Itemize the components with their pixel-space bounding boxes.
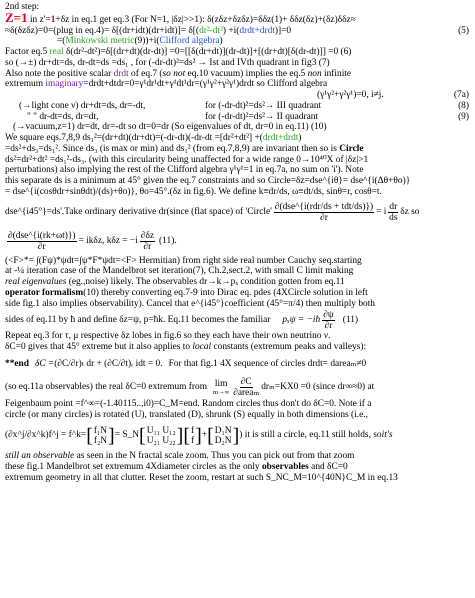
text-line: perturbations) also implying the rest of the Clifford algebra γ¹γ¹=1 in eq.7a, no sum on 'i'). Note xyxy=(5,165,364,176)
fraction: $\frac{\text{∂(dse\textasciicircum{}\{i(rk+ωt)\})}}{\partial r}$ xyxy=(8,230,76,252)
equation-line: (∂x^j/∂x^k)f^j = f^k= [ f₁N f₂N ] = S_N [ U₁₁ U₁₂ U₂₁ U₂₂ ] [ f f ] + [ D₁N D₂N ] ) it is still a circle, eq.11 still holds, so it's xyxy=(5,424,393,447)
text-line: this separate ds is a minimum at 45° given the eq.7 constraints and so Circle=δz=dse^{iθ}= dse^{i(Δθ+θo)} xyxy=(5,176,411,186)
text-line: so (→±) dr+dt=ds, dr-dt=ds =ds₁ , for (-dr-dt)²=ds² → Ist and IVth quadrant in fig3 (7) xyxy=(5,57,330,68)
fraction: $\frac{\partial C}{\text{∂areaₘ}}$ xyxy=(233,377,260,399)
equation-number: (5) xyxy=(458,25,469,36)
step-heading: 2nd step: xyxy=(5,2,40,12)
fraction: $\frac{\partial\psi}{\partial r}$ xyxy=(323,309,334,331)
text-line: Repeat eq.3 for τ, μ respective δz lobes in fig.6 so they each have their own neutrino ν. xyxy=(5,331,331,342)
text-line: Also note the positive scalar drdt of eq.7 (so not eq.10 vacuum) implies the eq.5 non infinite xyxy=(5,68,352,79)
text-line: circle (or many circles) is rotated (U), translated (D), shrunk (S) equally in both dimensions (i.e., xyxy=(5,409,368,420)
text-line: We square eqs.7,8,9 ds₁²=(dr+dt)(dr+dt)=(-dr-dt)(-dr-dt =[dr²+dt²] +(drdt+drdt) xyxy=(5,133,302,143)
fraction: $\frac{\partial\delta z}{\partial r}$ xyxy=(140,230,155,252)
text-line: (<F>*= ∫(Fψ)*ψdt=∫ψ*F*ψdt=<F> Hermitian) from right side real number Cauchy seq.starting xyxy=(5,255,362,266)
text-line: δC=0 gives that 45° extreme but it also applies to local constants (extremum peaks and valleys): xyxy=(5,342,367,352)
matrix: D₁N D₂N xyxy=(214,425,232,446)
equation-line: (so eq.11a observables) the real δC=0 extremum from lim m→∞ $\frac{\partial C}{\text{∂areaₘ}}$ drₘ=KX0 =0 (since dr∞≈0) at xyxy=(5,377,375,399)
text-line: Z=1 in z'=1+δz in eq.1 get eq.3 (For N=1, |δz|>>1): δ(zδz+δzδz)=δδz(1)+ δδz(δz)+(δz)δδz≈ xyxy=(5,12,356,25)
equation-line: sides of eq.11 by ħ and define δz=ψ, p=ħk. Eq.11 becomes the familiar pₓψ = −iħ $\frac{\partial\psi}{\partial r}$ (11) xyxy=(5,309,359,331)
text-line: these fig.1 Mandelbrot set extremum 4Xdiameter circles as the only observables and δC=0 xyxy=(5,462,348,472)
equation-number: (8) xyxy=(458,100,469,111)
equation-line: **end δC = (∂C/∂r)ₜ dr + (∂C/∂t)ᵣ idt = 0. For that fig.1 4X sequence of circles drdt= dareaₘ≠0 xyxy=(5,359,367,370)
text-line: side fig.1 also implies observability). Cancel that e^{i45°}coefficient (45°=π/4) then multiply both xyxy=(5,298,375,309)
equation-number: (11) xyxy=(342,314,359,325)
text-line: Factor eq.5 real δ(dr²-dt²)=δ[(dr+dt)(dr-dt)] =0=[[δ(dr+dt)](dr-dt)]+[(dr+dt)[δ(dr-dt)]] =0 (6) xyxy=(5,47,352,57)
text-line: at -¼ iteration case of the Mandelbrot set iteration(7), Ch.2,sect.2, with small C limit making xyxy=(5,266,354,277)
fraction: $\frac{\text{∂(dse\textasciicircum{}\{i(rdr/ds + tdt/ds)\})}}{\partial r}$ xyxy=(274,201,374,223)
text-line: extremum imaginary=drdt+dtdr=0=γ¹dr¹dt+γ¹dt¹dr=(γ¹γ²+γ²γ¹)drdt so Clifford algebra xyxy=(5,79,328,90)
text-line: extremum geometry in all that clutter. Reset the zoom, restart at such S_NC_M=10^{40N}C_M in eq.13 xyxy=(5,472,398,483)
equation-line: dse^{i45°}=ds'.Take ordinary derivative dr(since (flat space) of 'Circle' $\frac{\text{∂(dse\textasciicircum{}\{i(rdr/ds + tdt/ds)\})}}{\partial r}$ = i $\frac{dr}{ds}$ δz so xyxy=(5,201,420,223)
equation-line: $\frac{\text{∂(dse\textasciicircum{}\{i(rk+ωt)\})}}{\partial r}$ = ikδz, kδz = −i $\frac{\partial\delta z}{\partial r}$ (11). xyxy=(8,230,177,252)
text-line: ≈δ(δzδz)=0=(plug in eq.4)= δ[(dr+idt)(dr+idt)]= δ[(dr²-dt²) +i(drdt+drdt)]=0 (5) xyxy=(5,25,469,36)
text-line: =ds²+ds₃=ds₁². Since ds₃ (is max or min) and ds₁² (from eq.7,8,9) are invariant then so is Circle xyxy=(5,143,364,154)
text-line: =(Minkowski metric(9))+i(Clifford algebra) xyxy=(57,36,223,47)
equation-number: (7a) xyxy=(453,90,469,100)
text-line: Feigenbaum point =f^∞=(-1.40115..,i0)=C_M=end. Random circles thus don't do δC=0. Note if a xyxy=(5,398,372,409)
text-line: ds²=dr²+dt² =ds₁²-ds₃. (with this circularity being unaffected for a wide range 0→10⁴⁰X of |δz|>1 xyxy=(5,154,369,165)
text-line: (→vacuum,z=1) dr=dt, dr=-dt so dt=0=dr (So eigenvalues of dt, dr=0 in eq.11) (10) xyxy=(13,122,327,133)
fraction: $\frac{dr}{ds}$ xyxy=(389,201,398,223)
matrix: f₁N f₂N xyxy=(93,425,108,446)
text-line: real eigenvalues (eg.,noise) likely. The observables dr→k→pₓ condition gotten from eq.11 xyxy=(5,277,345,287)
text-line: (γ¹γ²+γ²γ¹)=0, i≠j. (7a) xyxy=(317,90,469,100)
equation-number: (9) xyxy=(458,111,469,122)
text-line: still an observable as seen in the N fractal scale zoom. Thus you can pick out from that zoom xyxy=(5,451,355,462)
text-line: " " dr-dt=ds, dr=dt, for (-dr-dt)²=ds²→ II quadrant (9) xyxy=(27,111,469,122)
limit: lim m→∞ xyxy=(213,378,230,396)
text-line: (→light cone ν) dr+dt=ds, dr=-dt, for (-dr-dt)²=ds²→ III quadrant (8) xyxy=(19,100,469,111)
matrix: U₁₁ U₁₂ U₂₁ U₂₂ xyxy=(146,425,176,446)
text-line: operator formalism(10) thereby converting eq.7-9 into Dirac eq. pdes (4XCircle solution in left xyxy=(5,287,368,298)
matrix: f f xyxy=(191,425,195,446)
text-line: = dse^{i(cosθdr+sinθdt)/(ds)+θo)}, θo=45°.(δz in fig.6). We define k≡dr/ds, ω≡dt/ds, sinθ=r, cosθ=t. xyxy=(5,186,382,197)
